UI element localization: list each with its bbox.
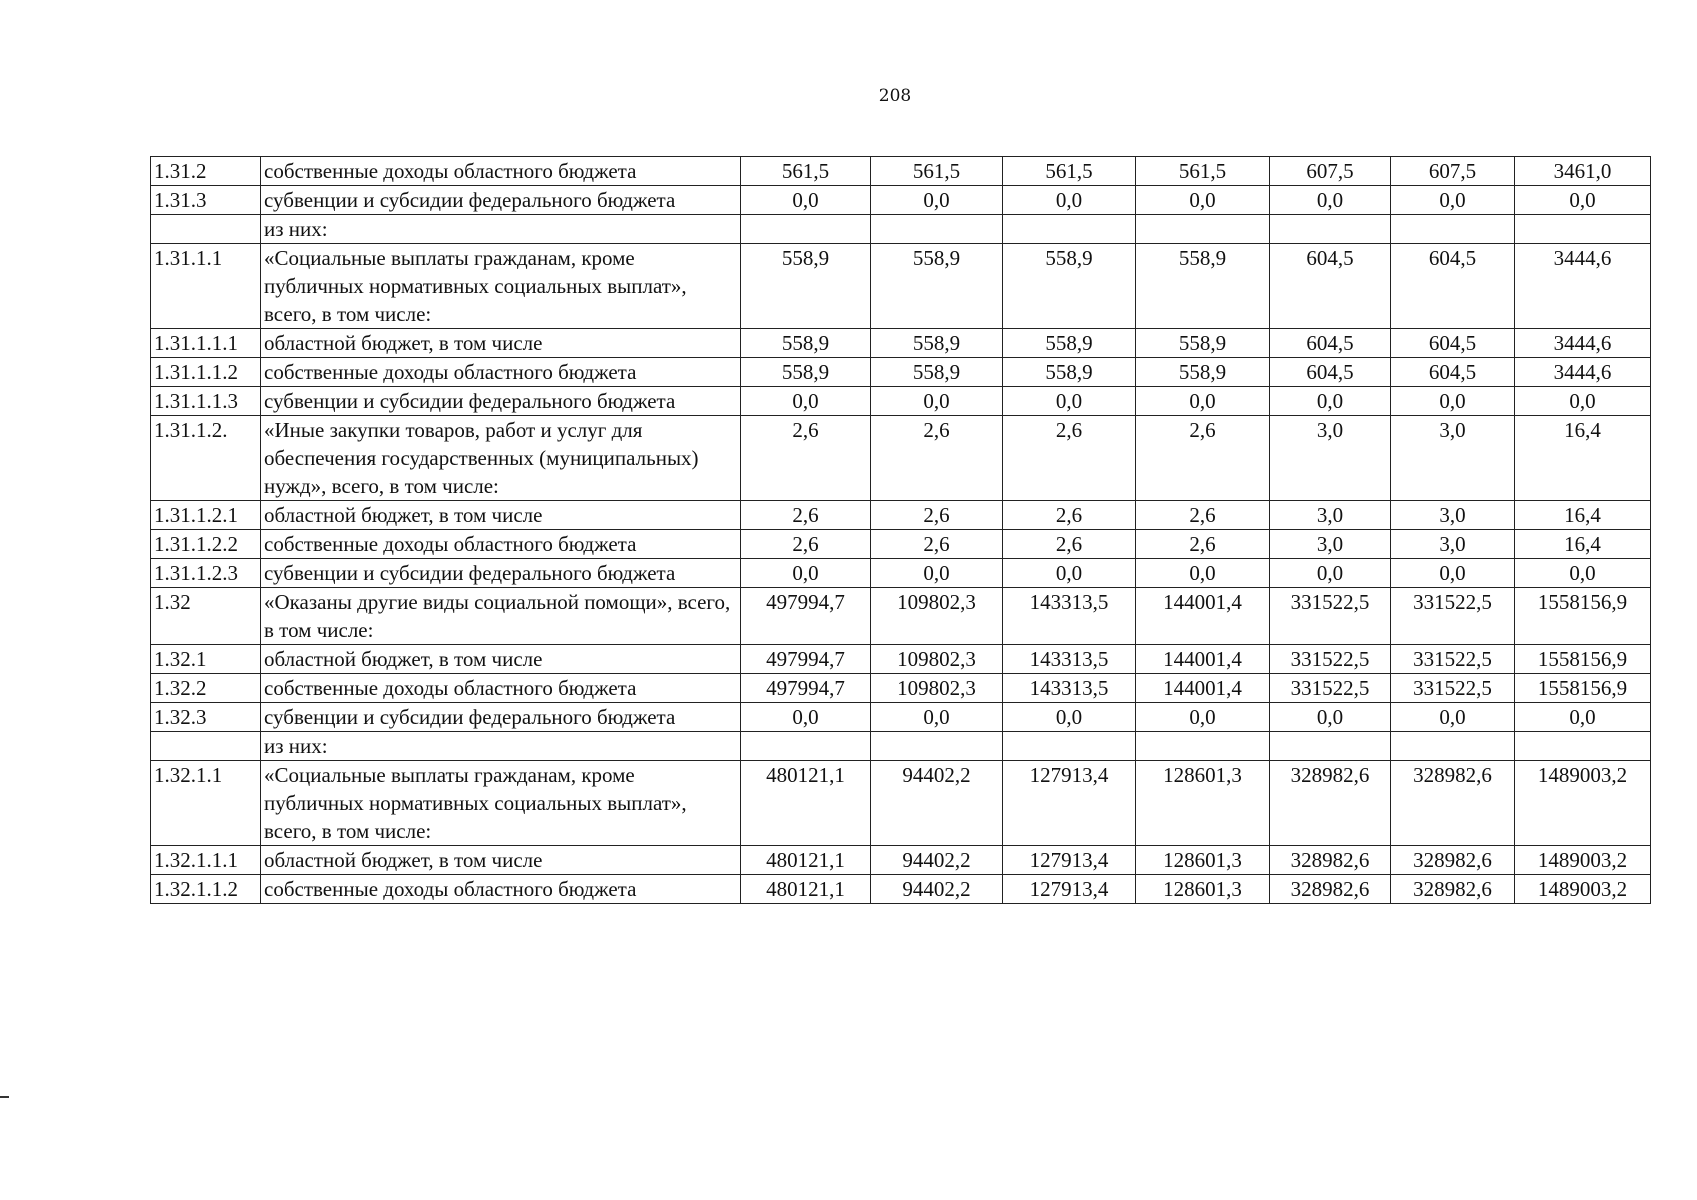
- row-value: 328982,6: [1270, 846, 1391, 875]
- table-row: [151, 875, 1651, 904]
- row-value: 2,6: [871, 416, 1003, 501]
- row-value: 16,4: [1515, 501, 1651, 530]
- row-value: 0,0: [741, 387, 871, 416]
- table-row: [151, 501, 1651, 530]
- row-value: 328982,6: [1391, 846, 1515, 875]
- table-row: [151, 846, 1651, 875]
- row-value: 0,0: [871, 559, 1003, 588]
- row-value: 0,0: [1003, 186, 1136, 215]
- row-value: [1515, 215, 1651, 244]
- row-value: 558,9: [871, 244, 1003, 329]
- row-value: [741, 732, 871, 761]
- row-value: 328982,6: [1270, 875, 1391, 904]
- row-value: 3,0: [1270, 416, 1391, 501]
- row-value: 480121,1: [741, 846, 871, 875]
- row-name: «Оказаны другие виды социальной помощи», всего, в том числе:: [261, 588, 741, 645]
- table-row: [151, 329, 1651, 358]
- row-name: областной бюджет, в том числе: [261, 501, 741, 530]
- row-code: 1.31.1.2.2: [151, 530, 261, 559]
- row-value: 0,0: [1136, 387, 1270, 416]
- row-value: 94402,2: [871, 761, 1003, 846]
- row-value: 3444,6: [1515, 244, 1651, 329]
- row-value: 0,0: [1391, 703, 1515, 732]
- row-value: 331522,5: [1270, 645, 1391, 674]
- row-value: 497994,7: [741, 674, 871, 703]
- row-value: 558,9: [1136, 358, 1270, 387]
- row-name: областной бюджет, в том числе: [261, 645, 741, 674]
- row-code: 1.31.1.1.1: [151, 329, 261, 358]
- row-value: 0,0: [741, 703, 871, 732]
- row-code: 1.32.1.1: [151, 761, 261, 846]
- row-value: 1489003,2: [1515, 875, 1651, 904]
- row-value: 2,6: [1003, 501, 1136, 530]
- row-value: 561,5: [1136, 157, 1270, 186]
- row-value: 16,4: [1515, 530, 1651, 559]
- row-value: 328982,6: [1391, 875, 1515, 904]
- row-value: 0,0: [1136, 186, 1270, 215]
- row-value: 0,0: [871, 703, 1003, 732]
- row-value: 328982,6: [1270, 761, 1391, 846]
- row-value: 0,0: [1003, 703, 1136, 732]
- row-value: 0,0: [1515, 559, 1651, 588]
- row-value: 0,0: [1270, 186, 1391, 215]
- row-name: собственные доходы областного бюджета: [261, 530, 741, 559]
- row-value: 143313,5: [1003, 645, 1136, 674]
- row-value: 3,0: [1391, 530, 1515, 559]
- row-name: из них:: [261, 732, 741, 761]
- row-name: из них:: [261, 215, 741, 244]
- row-value: 331522,5: [1391, 588, 1515, 645]
- row-value: 127913,4: [1003, 761, 1136, 846]
- table-row: [151, 645, 1651, 674]
- row-code: 1.31.1.1: [151, 244, 261, 329]
- row-value: 143313,5: [1003, 588, 1136, 645]
- row-value: 144001,4: [1136, 645, 1270, 674]
- row-value: 0,0: [1003, 387, 1136, 416]
- table-row: [151, 732, 1651, 761]
- budget-table: [150, 156, 1651, 904]
- table-body: [151, 157, 1651, 904]
- row-name: субвенции и субсидии федерального бюджета: [261, 559, 741, 588]
- row-value: 480121,1: [741, 761, 871, 846]
- row-value: 558,9: [871, 329, 1003, 358]
- row-value: 127913,4: [1003, 875, 1136, 904]
- table-row: [151, 358, 1651, 387]
- row-value: 3461,0: [1515, 157, 1651, 186]
- row-value: 94402,2: [871, 875, 1003, 904]
- table-row: [151, 703, 1651, 732]
- row-value: 604,5: [1391, 244, 1515, 329]
- row-value: 497994,7: [741, 645, 871, 674]
- row-value: 331522,5: [1270, 588, 1391, 645]
- row-value: [1515, 732, 1651, 761]
- row-value: [1003, 732, 1136, 761]
- row-value: 0,0: [1391, 387, 1515, 416]
- row-value: 127913,4: [1003, 846, 1136, 875]
- row-code: 1.31.1.1.2: [151, 358, 261, 387]
- row-value: 2,6: [871, 530, 1003, 559]
- row-value: [871, 732, 1003, 761]
- row-value: 16,4: [1515, 416, 1651, 501]
- row-name: «Иные закупки товаров, работ и услуг для обеспечения государственных (муниципальных) нужд», всего, в том числе:: [261, 416, 741, 501]
- row-value: 497994,7: [741, 588, 871, 645]
- row-code: 1.31.1.1.3: [151, 387, 261, 416]
- table-row: [151, 530, 1651, 559]
- table-row: [151, 559, 1651, 588]
- row-value: 0,0: [1270, 559, 1391, 588]
- row-code: 1.31.3: [151, 186, 261, 215]
- row-value: 0,0: [871, 387, 1003, 416]
- row-value: 331522,5: [1270, 674, 1391, 703]
- table-row: [151, 186, 1651, 215]
- row-value: 2,6: [1003, 530, 1136, 559]
- row-value: 331522,5: [1391, 674, 1515, 703]
- row-value: 328982,6: [1391, 761, 1515, 846]
- row-value: 144001,4: [1136, 674, 1270, 703]
- row-value: 2,6: [741, 501, 871, 530]
- row-value: 144001,4: [1136, 588, 1270, 645]
- row-value: 561,5: [871, 157, 1003, 186]
- row-name: субвенции и субсидии федерального бюджета: [261, 387, 741, 416]
- row-value: 128601,3: [1136, 875, 1270, 904]
- row-value: 331522,5: [1391, 645, 1515, 674]
- row-code: 1.32.1: [151, 645, 261, 674]
- row-name: областной бюджет, в том числе: [261, 329, 741, 358]
- row-value: 109802,3: [871, 645, 1003, 674]
- table-row: [151, 674, 1651, 703]
- row-value: 1558156,9: [1515, 588, 1651, 645]
- row-value: 2,6: [1136, 530, 1270, 559]
- row-value: [1391, 215, 1515, 244]
- row-value: 3,0: [1391, 416, 1515, 501]
- row-value: 0,0: [1391, 559, 1515, 588]
- row-code: [151, 215, 261, 244]
- row-value: 558,9: [741, 244, 871, 329]
- row-value: 1558156,9: [1515, 674, 1651, 703]
- row-value: 561,5: [741, 157, 871, 186]
- row-value: 3444,6: [1515, 329, 1651, 358]
- row-name: «Социальные выплаты гражданам, кроме публичных нормативных социальных выплат», всего, в том числе:: [261, 761, 741, 846]
- row-value: 0,0: [1003, 559, 1136, 588]
- table-row: [151, 215, 1651, 244]
- row-value: 604,5: [1270, 244, 1391, 329]
- row-code: 1.32.3: [151, 703, 261, 732]
- table-row: [151, 157, 1651, 186]
- table-row: [151, 588, 1651, 645]
- row-value: 0,0: [1136, 703, 1270, 732]
- row-value: 558,9: [1003, 244, 1136, 329]
- row-value: 1489003,2: [1515, 846, 1651, 875]
- row-code: 1.32.1.1.1: [151, 846, 261, 875]
- row-value: 2,6: [741, 530, 871, 559]
- row-value: 558,9: [741, 358, 871, 387]
- row-value: [741, 215, 871, 244]
- row-value: [1391, 732, 1515, 761]
- row-code: 1.31.1.2.: [151, 416, 261, 501]
- row-value: 2,6: [1136, 501, 1270, 530]
- row-value: 607,5: [1270, 157, 1391, 186]
- row-value: 0,0: [1136, 559, 1270, 588]
- row-value: 604,5: [1391, 329, 1515, 358]
- row-value: 3,0: [1270, 530, 1391, 559]
- row-code: 1.32: [151, 588, 261, 645]
- page-number: 208: [878, 86, 912, 106]
- row-value: 0,0: [741, 186, 871, 215]
- row-code: 1.32.1.1.2: [151, 875, 261, 904]
- row-value: 0,0: [871, 186, 1003, 215]
- row-value: 0,0: [1515, 703, 1651, 732]
- row-value: 1558156,9: [1515, 645, 1651, 674]
- row-value: 604,5: [1391, 358, 1515, 387]
- row-value: 0,0: [1270, 703, 1391, 732]
- row-value: [871, 215, 1003, 244]
- row-name: областной бюджет, в том числе: [261, 846, 741, 875]
- row-value: [1003, 215, 1136, 244]
- row-value: 607,5: [1391, 157, 1515, 186]
- table-row: [151, 387, 1651, 416]
- row-value: 2,6: [1136, 416, 1270, 501]
- row-name: субвенции и субсидии федерального бюджета: [261, 186, 741, 215]
- row-value: 128601,3: [1136, 761, 1270, 846]
- row-value: 0,0: [1270, 387, 1391, 416]
- row-value: [1136, 215, 1270, 244]
- row-value: 143313,5: [1003, 674, 1136, 703]
- row-value: 2,6: [741, 416, 871, 501]
- row-value: 561,5: [1003, 157, 1136, 186]
- table-row: [151, 416, 1651, 501]
- row-name: собственные доходы областного бюджета: [261, 157, 741, 186]
- row-value: 0,0: [1391, 186, 1515, 215]
- row-code: [151, 732, 261, 761]
- table-row: [151, 244, 1651, 329]
- row-code: 1.31.2: [151, 157, 261, 186]
- row-value: 604,5: [1270, 329, 1391, 358]
- row-value: 3444,6: [1515, 358, 1651, 387]
- row-value: 480121,1: [741, 875, 871, 904]
- row-value: 0,0: [741, 559, 871, 588]
- row-value: [1270, 732, 1391, 761]
- row-value: 558,9: [1003, 329, 1136, 358]
- row-name: собственные доходы областного бюджета: [261, 875, 741, 904]
- row-value: 109802,3: [871, 588, 1003, 645]
- row-value: 558,9: [871, 358, 1003, 387]
- row-value: 128601,3: [1136, 846, 1270, 875]
- row-code: 1.32.2: [151, 674, 261, 703]
- row-name: «Социальные выплаты гражданам, кроме публичных нормативных социальных выплат», всего, в том числе:: [261, 244, 741, 329]
- row-code: 1.31.1.2.1: [151, 501, 261, 530]
- row-value: [1136, 732, 1270, 761]
- row-name: собственные доходы областного бюджета: [261, 674, 741, 703]
- row-value: 558,9: [1003, 358, 1136, 387]
- row-value: 94402,2: [871, 846, 1003, 875]
- row-value: 109802,3: [871, 674, 1003, 703]
- row-value: [1270, 215, 1391, 244]
- row-value: 1489003,2: [1515, 761, 1651, 846]
- row-value: 2,6: [871, 501, 1003, 530]
- row-value: 558,9: [1136, 329, 1270, 358]
- table-row: [151, 761, 1651, 846]
- row-name: субвенции и субсидии федерального бюджета: [261, 703, 741, 732]
- row-name: собственные доходы областного бюджета: [261, 358, 741, 387]
- row-value: 604,5: [1270, 358, 1391, 387]
- row-value: 2,6: [1003, 416, 1136, 501]
- row-value: 0,0: [1515, 387, 1651, 416]
- row-value: 3,0: [1270, 501, 1391, 530]
- row-value: 558,9: [741, 329, 871, 358]
- margin-mark: [0, 1096, 9, 1098]
- row-value: 0,0: [1515, 186, 1651, 215]
- row-value: 3,0: [1391, 501, 1515, 530]
- row-value: 558,9: [1136, 244, 1270, 329]
- row-code: 1.31.1.2.3: [151, 559, 261, 588]
